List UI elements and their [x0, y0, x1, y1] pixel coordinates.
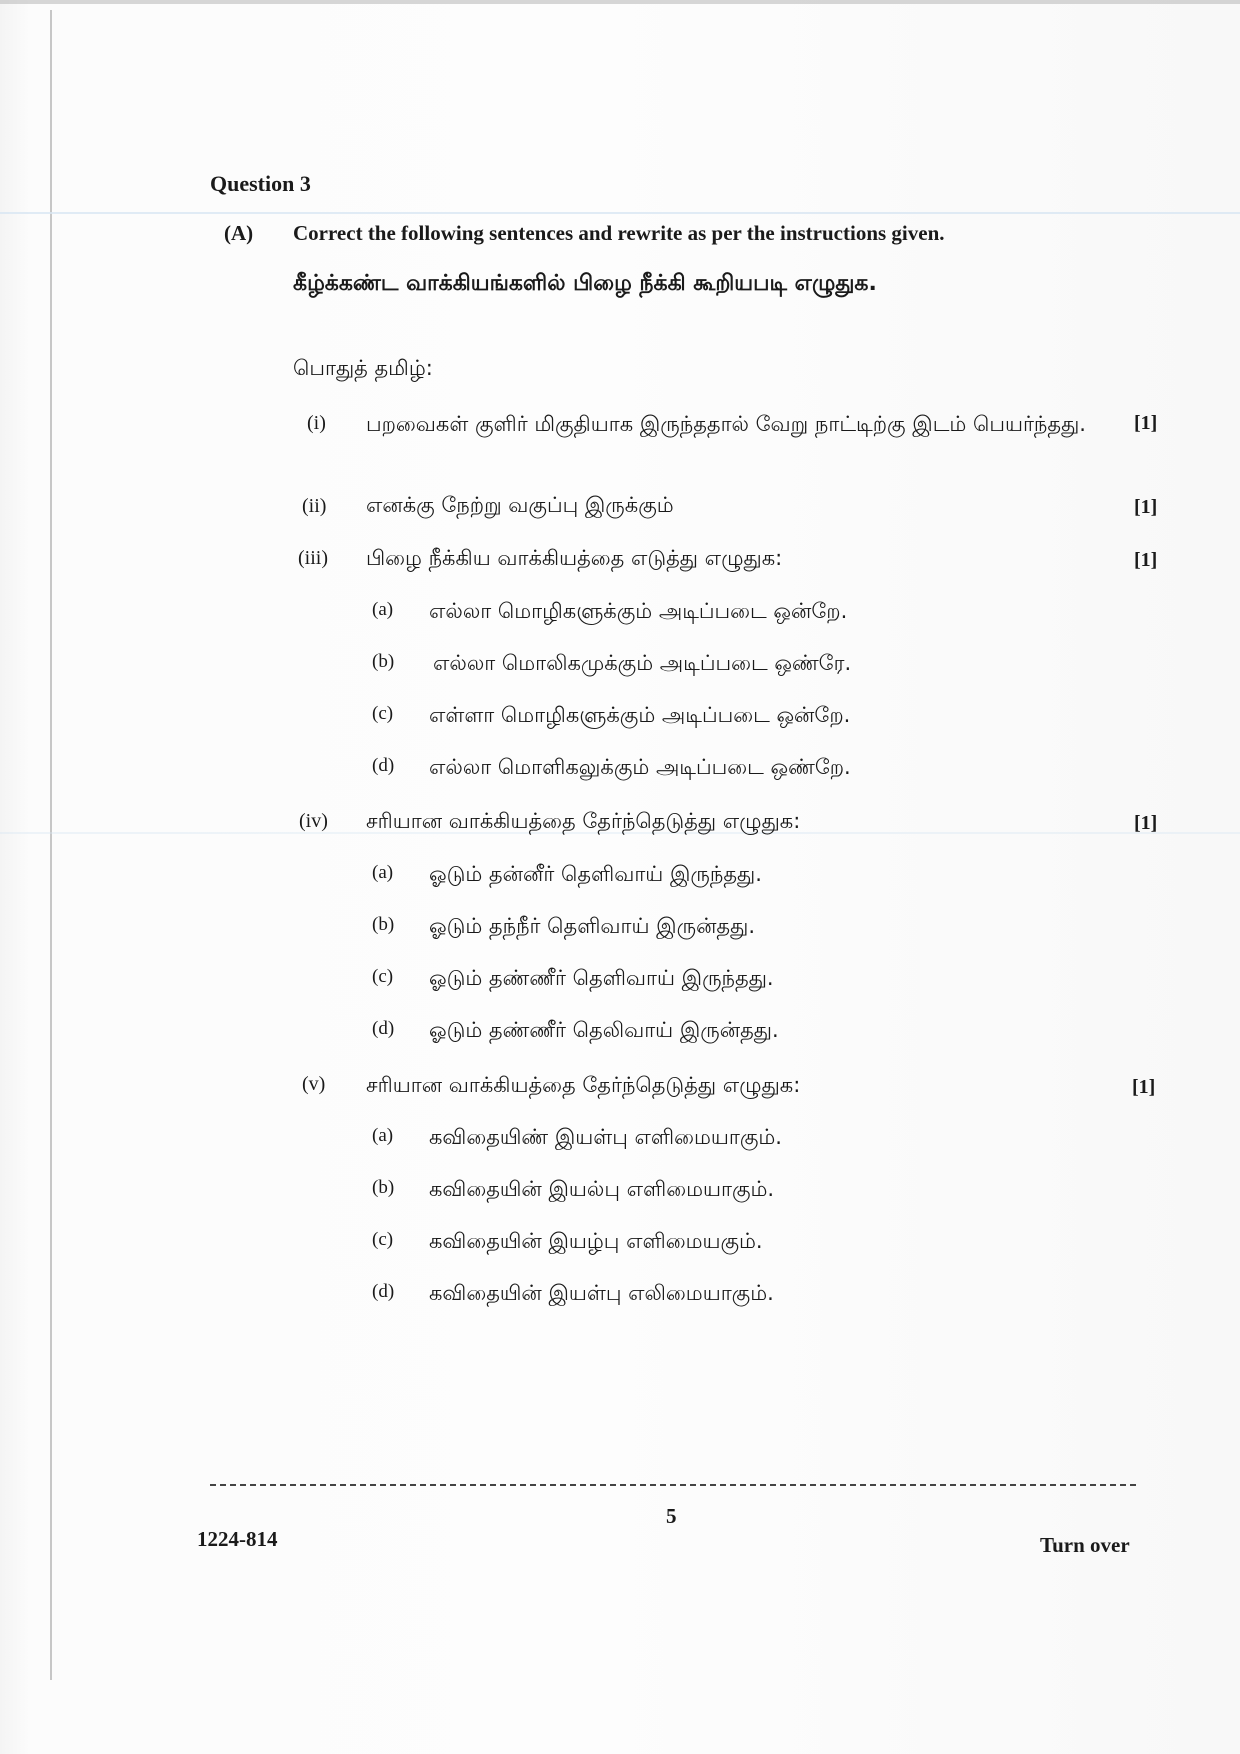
option-letter: (c) — [372, 703, 394, 724]
item-mark: [1] — [1134, 496, 1158, 518]
option-text: எல்லா மொளிகலுக்கும் அடிப்படை ஒண்றே. — [429, 755, 851, 779]
option-text: கவிதையிண் இயள்பு எளிமையாகும். — [429, 1125, 782, 1149]
option-letter: (b) — [372, 651, 395, 672]
page-number: 5 — [666, 1504, 677, 1528]
footer-divider — [210, 1484, 1136, 1486]
section-heading: பொதுத் தமிழ்: — [293, 356, 433, 380]
option-text: எல்லா மொலிகமுக்கும் அடிப்படை ஒண்ரே. — [433, 651, 852, 675]
part-label: (A) — [224, 221, 254, 245]
item-text: பிழை நீக்கிய வாக்கியத்தை எடுத்து எழுதுக: — [366, 546, 783, 570]
option-text: கவிதையின் இயல்பு எளிமையாகும். — [429, 1177, 775, 1201]
item-mark: [1] — [1134, 549, 1158, 571]
item-number: (iv) — [299, 810, 328, 832]
option-letter: (b) — [372, 914, 395, 935]
option-letter: (a) — [372, 1125, 394, 1146]
item-mark: [1] — [1134, 812, 1158, 834]
paper-code: 1224-814 — [197, 1527, 278, 1551]
option-text: கவிதையின் இயள்பு எலிமையாகும். — [429, 1281, 774, 1305]
option-letter: (a) — [372, 862, 394, 883]
item-mark: [1] — [1132, 1076, 1156, 1098]
option-text: ஓடும் தந்நீர் தெளிவாய் இருன்தது. — [429, 914, 755, 938]
option-text: ஓடும் தன்னீர் தெளிவாய் இருந்தது. — [429, 862, 762, 886]
item-number: (i) — [307, 412, 326, 434]
item-text: பறவைகள் குளிர் மிகுதியாக இருந்ததால் வேறு நாட்டிற்கு இடம் பெயர்ந்தது. — [366, 412, 1086, 436]
option-letter: (a) — [372, 599, 394, 620]
option-letter: (d) — [372, 755, 395, 776]
option-letter: (c) — [372, 1229, 394, 1250]
option-text: ஓடும் தண்ணீர் தெளிவாய் இருந்தது. — [429, 966, 774, 990]
option-letter: (d) — [372, 1018, 395, 1039]
scan-edge-top — [0, 0, 1240, 4]
option-letter: (c) — [372, 966, 394, 987]
question-title: Question 3 — [210, 171, 311, 196]
option-text: எல்லா மொழிகளுக்கும் அடிப்படை ஒன்றே. — [429, 599, 848, 623]
item-number: (ii) — [302, 495, 327, 517]
item-mark: [1] — [1134, 412, 1158, 434]
item-text: எனக்கு நேற்று வகுப்பு இருக்கும் — [366, 493, 674, 517]
option-text: எள்ளா மொழிகளுக்கும் அடிப்படை ஒன்றே. — [429, 703, 851, 727]
item-text: சரியான வாக்கியத்தை தேர்ந்தெடுத்து எழுதுக: — [366, 809, 801, 833]
option-letter: (b) — [372, 1177, 395, 1198]
scan-edge-left — [50, 10, 52, 1680]
item-number: (iii) — [298, 547, 328, 569]
option-text: கவிதையின் இயழ்பு எளிமையகும். — [429, 1229, 763, 1253]
item-number: (v) — [302, 1073, 326, 1095]
part-instruction: Correct the following sentences and rewrite as per the instructions given. — [293, 221, 945, 245]
item-text: சரியான வாக்கியத்தை தேர்ந்தெடுத்து எழுதுக: — [366, 1073, 801, 1097]
part-instruction-tamil: கீழ்க்கண்ட வாக்கியங்களில் பிழை நீக்கி கூறியபடி எழுதுக. — [293, 271, 877, 296]
option-text: ஓடும் தண்ணீர் தெலிவாய் இருன்தது. — [429, 1018, 779, 1042]
turn-over-label: Turn over — [1040, 1533, 1130, 1557]
option-letter: (d) — [372, 1281, 395, 1302]
faint-show-through-line — [0, 212, 1240, 214]
